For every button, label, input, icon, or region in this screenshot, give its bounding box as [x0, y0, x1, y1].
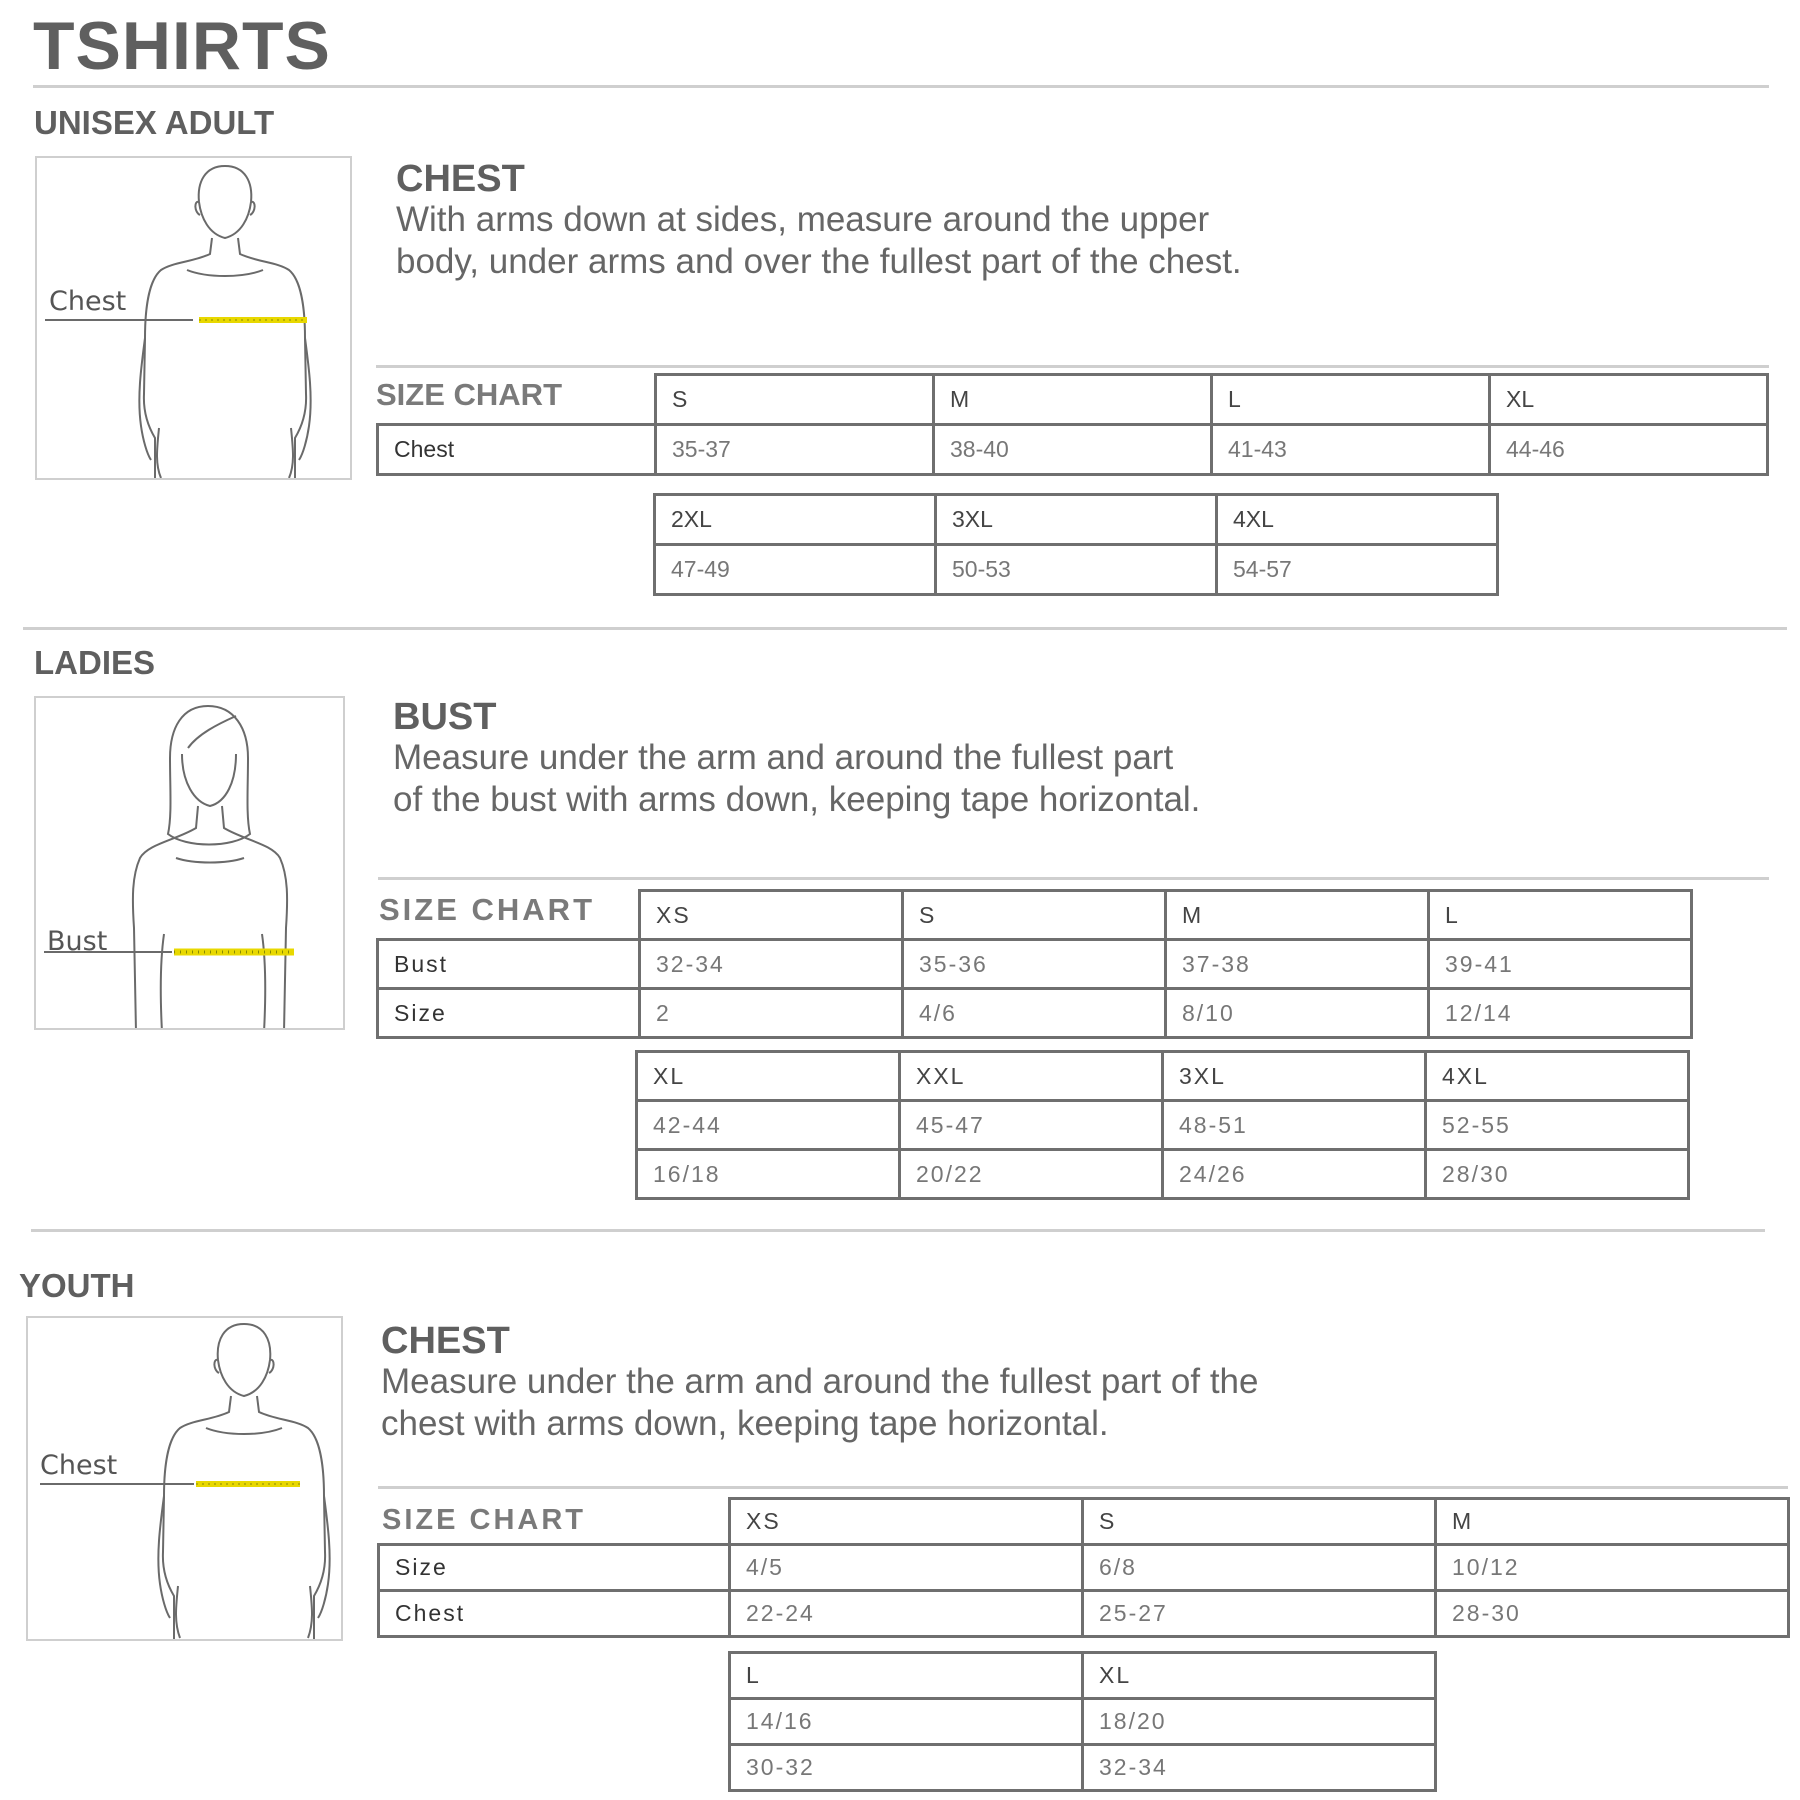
figure-label-chest: Chest: [40, 1450, 118, 1481]
table-header-row: [378, 375, 1768, 425]
table-header-row: [379, 1499, 1789, 1545]
table-cell: 30-32: [730, 1745, 1083, 1791]
size-header: XL: [1490, 375, 1768, 425]
table-cell: 24/26: [1163, 1150, 1426, 1199]
title-divider: [33, 85, 1769, 88]
measure-desc-line: of the bust with arms down, keeping tape horizontal.: [393, 780, 1201, 819]
table-cell: 42-44: [637, 1101, 900, 1150]
table-cell: 18/20: [1083, 1699, 1436, 1745]
table-row: [730, 1745, 1436, 1791]
table-cell: 35-37: [656, 425, 934, 475]
measure-title-chest: CHEST: [381, 1320, 510, 1362]
table-row: [378, 989, 1692, 1038]
row-label: Size: [379, 1545, 730, 1591]
measure-desc-line: Measure under the arm and around the fullest part of the: [381, 1362, 1259, 1401]
table-cell: 4/6: [903, 989, 1166, 1038]
measure-desc-line: body, under arms and over the fullest part of the chest.: [396, 242, 1242, 281]
measure-description: [396, 199, 1242, 283]
size-chart-table-extended: [728, 1651, 1437, 1792]
measure-title-bust: BUST: [393, 696, 497, 738]
size-header: 4XL: [1426, 1052, 1689, 1101]
size-header: XS: [730, 1499, 1083, 1545]
header-spacer: [378, 375, 656, 425]
size-header: L: [1429, 891, 1692, 940]
table-cell: 38-40: [934, 425, 1212, 475]
ladies-figure: [34, 696, 345, 1030]
table-divider: [378, 877, 1769, 880]
table-cell: 28-30: [1436, 1591, 1789, 1637]
size-header: 3XL: [1163, 1052, 1426, 1101]
figure-label-bust: Bust: [47, 926, 108, 957]
table-cell: 47-49: [655, 545, 936, 595]
row-label: Chest: [379, 1591, 730, 1637]
table-cell: 50-53: [936, 545, 1217, 595]
table-row: [378, 425, 1768, 475]
table-row: [378, 940, 1692, 989]
section-title-unisex: UNISEX ADULT: [34, 104, 275, 141]
table-row: [637, 1101, 1689, 1150]
table-cell: 6/8: [1083, 1545, 1436, 1591]
size-header: S: [1083, 1499, 1436, 1545]
table-cell: 2: [640, 989, 903, 1038]
table-cell: 52-55: [1426, 1101, 1689, 1150]
size-header: L: [1212, 375, 1490, 425]
size-header: 2XL: [655, 495, 936, 545]
size-header: M: [934, 375, 1212, 425]
header-spacer: [379, 1499, 730, 1545]
table-cell: 20/22: [900, 1150, 1163, 1199]
table-cell: 41-43: [1212, 425, 1490, 475]
table-cell: 28/30: [1426, 1150, 1689, 1199]
table-cell: 37-38: [1166, 940, 1429, 989]
table-cell: 32-34: [640, 940, 903, 989]
table-cell: 22-24: [730, 1591, 1083, 1637]
section-divider: [23, 627, 1787, 630]
male-silhouette-icon: [37, 158, 352, 480]
row-label: Size: [378, 989, 640, 1038]
size-header: XL: [637, 1052, 900, 1101]
size-header: XXL: [900, 1052, 1163, 1101]
table-header-row: [378, 891, 1692, 940]
measure-description: [393, 737, 1200, 821]
table-row: [637, 1150, 1689, 1199]
row-label: Bust: [378, 940, 640, 989]
female-silhouette-icon: [36, 698, 345, 1030]
size-header: 4XL: [1217, 495, 1498, 545]
table-header-row: [730, 1653, 1436, 1699]
size-header: M: [1436, 1499, 1789, 1545]
size-chart-table: [377, 1497, 1790, 1638]
table-cell: 4/5: [730, 1545, 1083, 1591]
table-cell: 25-27: [1083, 1591, 1436, 1637]
table-divider: [378, 1486, 1788, 1489]
table-cell: 14/16: [730, 1699, 1083, 1745]
table-cell: 8/10: [1166, 989, 1429, 1038]
size-header: XL: [1083, 1653, 1436, 1699]
section-title-youth: YOUTH: [19, 1267, 135, 1304]
table-cell: 48-51: [1163, 1101, 1426, 1150]
table-cell: 35-36: [903, 940, 1166, 989]
size-header: L: [730, 1653, 1083, 1699]
table-cell: 12/14: [1429, 989, 1692, 1038]
table-cell: 10/12: [1436, 1545, 1789, 1591]
youth-figure: [26, 1316, 343, 1641]
section-title-ladies: LADIES: [34, 644, 156, 681]
size-chart-label: SIZE CHART: [376, 377, 562, 412]
table-divider: [376, 365, 1769, 368]
table-row: [379, 1545, 1789, 1591]
table-cell: 16/18: [637, 1150, 900, 1199]
unisex-figure: [35, 156, 352, 480]
measure-description: [381, 1361, 1258, 1445]
table-cell: 39-41: [1429, 940, 1692, 989]
table-cell: 45-47: [900, 1101, 1163, 1150]
size-chart-table-extended: [635, 1050, 1690, 1200]
table-header-row: [637, 1052, 1689, 1101]
measure-title-chest: CHEST: [396, 158, 525, 200]
figure-label-chest: Chest: [49, 286, 127, 317]
table-row: [379, 1591, 1789, 1637]
size-chart-table-extended: [653, 493, 1499, 596]
size-chart-table: [376, 889, 1693, 1039]
section-divider: [31, 1229, 1765, 1232]
table-cell: 44-46: [1490, 425, 1768, 475]
table-cell: 54-57: [1217, 545, 1498, 595]
size-header: S: [903, 891, 1166, 940]
row-label: Chest: [378, 425, 656, 475]
size-header: 3XL: [936, 495, 1217, 545]
size-chart-label: SIZE CHART: [379, 892, 595, 927]
measure-desc-line: Measure under the arm and around the fullest part: [393, 738, 1174, 777]
table-header-row: [655, 495, 1498, 545]
table-row: [730, 1699, 1436, 1745]
header-spacer: [378, 891, 640, 940]
measure-desc-line: chest with arms down, keeping tape horizontal.: [381, 1404, 1109, 1443]
table-row: [655, 545, 1498, 595]
size-header: S: [656, 375, 934, 425]
measure-desc-line: With arms down at sides, measure around the upper: [396, 200, 1210, 239]
size-chart-table: [376, 373, 1769, 476]
table-cell: 32-34: [1083, 1745, 1436, 1791]
size-header: M: [1166, 891, 1429, 940]
size-chart-label: SIZE CHART: [382, 1504, 586, 1536]
size-header: XS: [640, 891, 903, 940]
page-title: TSHIRTS: [33, 8, 331, 84]
